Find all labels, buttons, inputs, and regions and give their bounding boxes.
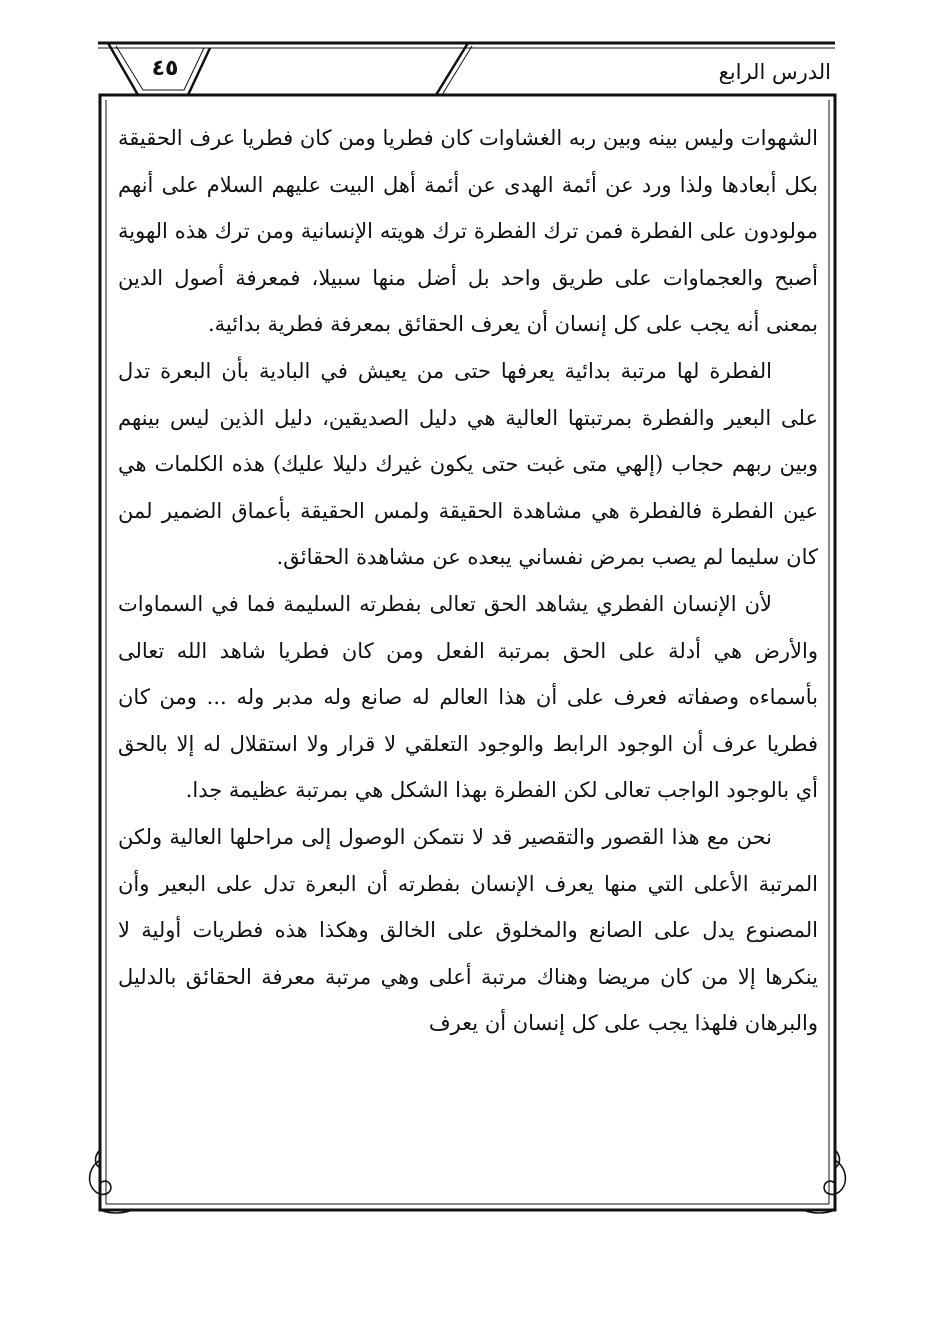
page-body: [118, 115, 818, 1195]
chapter-title: الدرس الرابع: [718, 60, 831, 84]
paragraph-1: الشهوات وليس بينه وبين ربه الغشاوات كان فطريا ومن كان فطريا عرف الحقيقة بكل أبعادها ولذا ورد عن أئمة الهدى عن أئمة أهل البيت عليهم السلام على أنهم مولودون على الفطرة فمن ترك الفطرة ترك هويته الإنسانية ومن ترك هذه الهوية أصبح والعجماوات على طريق واحد بل أضل منها سبيلا، فمعرفة أصول الدين بمعنى أنه يجب على كل إنسان أن يعرف الحقائق بمعرفة فطرية بدائية.: [118, 126, 818, 337]
header-slant-line: [436, 43, 468, 95]
paragraph-4: نحن مع هذا القصور والتقصير قد لا نتمكن الوصول إلى مراحلها العالية ولكن المرتبة الأعلى التي منها يعرف الإنسان بفطرته أن البعرة تدل على البعير وأن المصنوع يدل على الصانع والمخلوق على الخالق وهكذا هذه فطريات أولية لا ينكرها إلا من كان مريضا وهناك مرتبة أعلى وهي مرتبة معرفة الحقائق بالدليل والبرهان فلهذا يجب على كل إنسان أن يعرف: [118, 824, 818, 1036]
paragraph-2: الفطرة لها مرتبة بدائية يعرفها حتى من يعيش في البادية بأن البعرة تدل على البعير والفطرة بمرتبتها العالية هي دليل الصديقين، دليل الذين ليس بينهم وبين ربهم حجاب (إلهي متى غبت حتى يكون غيرك دليلا عليك) هذه الكلمات هي عين الفطرة فالفطرة هي مشاهدة الحقيقة ولمس الحقيقة بأعماق الضمير لمن كان سليما لم يصب بمرض نفساني يبعده عن مشاهدة الحقائق.: [118, 358, 818, 570]
paragraph-3: لأن الإنسان الفطري يشاهد الحق تعالى بفطرته السليمة فما في السماوات والأرض هي أدلة على الحق بمرتبة الفعل ومن كان فطريا شاهد الله تعالى بأسماءه وصفاته فعرف على أن هذا العالم له صانع وله مدبر وله ... ومن كان فطريا عرف أن الوجود الرابط والوجود التعلقي لا قرار ولا استقلال له إلا بالحق أي بالوجود الواجب تعالى لكن الفطرة بهذا الشكل هي بمرتبة عظيمة جدا.: [118, 591, 818, 803]
page-number: ٤٥: [151, 56, 179, 81]
header-slant-line-thin: [442, 46, 472, 95]
